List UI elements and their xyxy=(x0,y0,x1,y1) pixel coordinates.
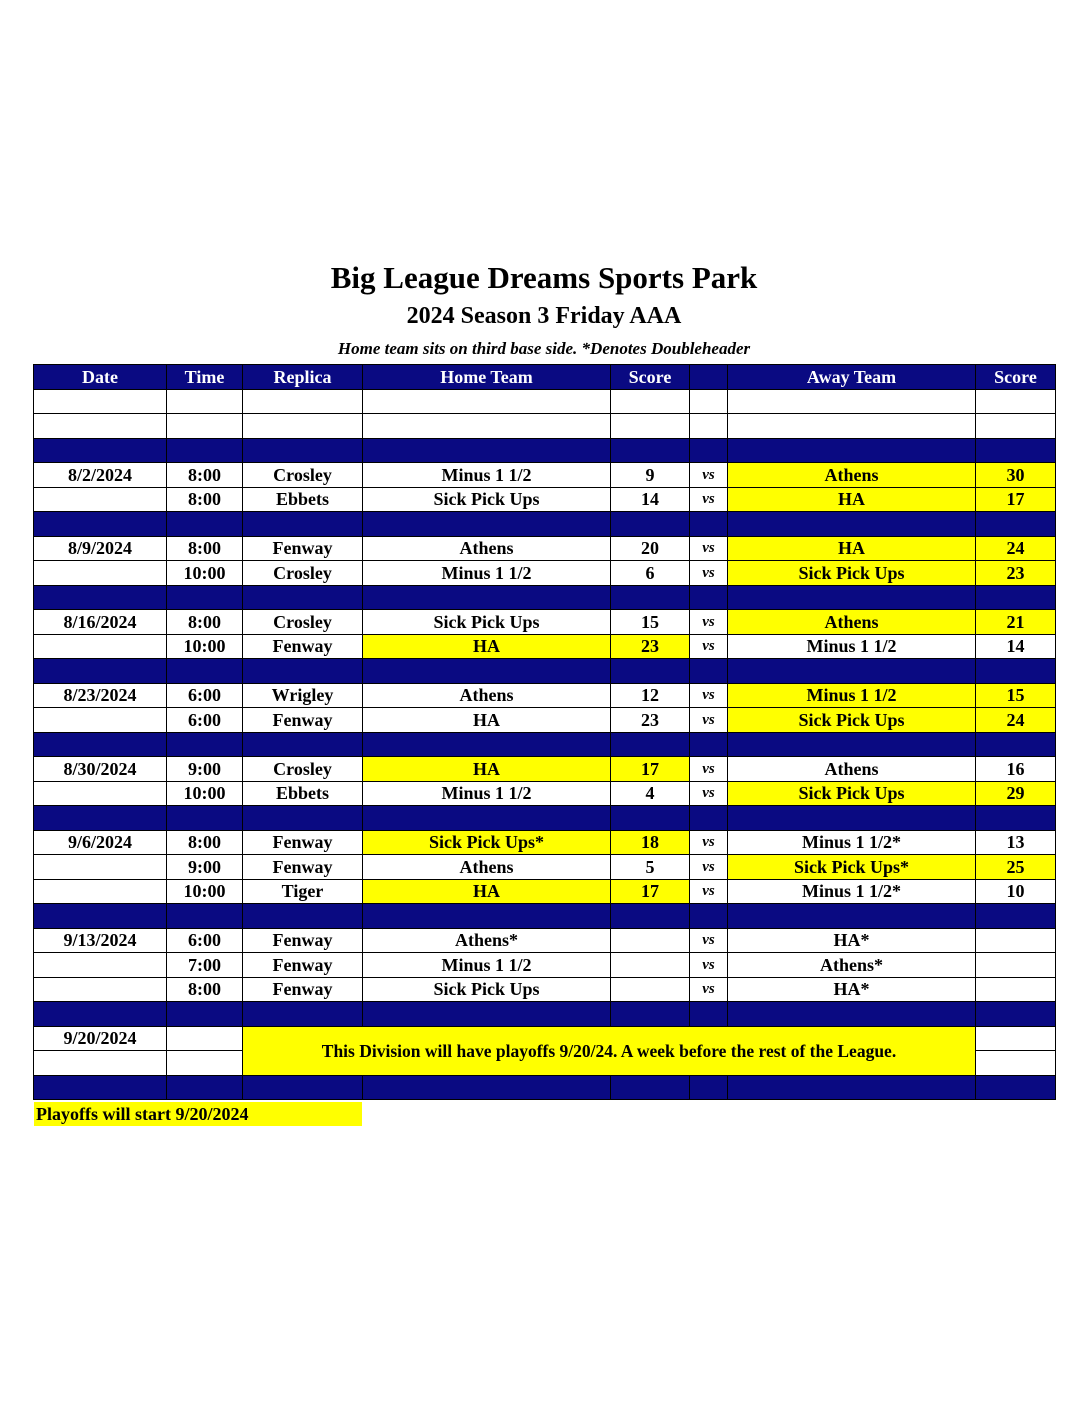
separator-cell xyxy=(728,732,976,757)
replica-cell: Crosley xyxy=(243,561,363,586)
away-team-cell: HA* xyxy=(728,977,976,1002)
separator-cell xyxy=(34,438,167,463)
away-team-cell: HA* xyxy=(728,928,976,953)
game-row xyxy=(34,855,1056,880)
away-score-cell: 10 xyxy=(976,879,1056,904)
separator-cell xyxy=(611,659,690,684)
date-cell: 9/13/2024 xyxy=(34,928,167,953)
vs-cell: vs xyxy=(690,830,728,855)
vs-cell: vs xyxy=(690,879,728,904)
away-score-cell: 24 xyxy=(976,708,1056,733)
time-cell: 6:00 xyxy=(167,683,243,708)
separator-cell xyxy=(243,732,363,757)
time-cell: 6:00 xyxy=(167,708,243,733)
time-cell: 10:00 xyxy=(167,879,243,904)
date-cell: 8/23/2024 xyxy=(34,683,167,708)
replica-cell: Fenway xyxy=(243,830,363,855)
away-team-cell: Sick Pick Ups* xyxy=(728,855,976,880)
separator-cell xyxy=(611,512,690,537)
separator-cell xyxy=(611,438,690,463)
separator-cell xyxy=(976,732,1056,757)
header-row xyxy=(34,365,1056,390)
separator-cell xyxy=(690,732,728,757)
game-row xyxy=(34,487,1056,512)
separator-cell xyxy=(34,732,167,757)
vs-cell: vs xyxy=(690,634,728,659)
date-cell xyxy=(34,977,167,1002)
separator-cell xyxy=(167,585,243,610)
blank-row xyxy=(34,389,1056,414)
date-cell: 8/9/2024 xyxy=(34,536,167,561)
separator-row xyxy=(34,1075,1056,1100)
away-score-cell xyxy=(976,1051,1056,1076)
blank-cell xyxy=(363,389,611,414)
vs-cell: vs xyxy=(690,683,728,708)
separator-cell xyxy=(167,512,243,537)
game-row xyxy=(34,928,1056,953)
col-header-home-team: Home Team xyxy=(363,365,611,390)
separator-cell xyxy=(243,438,363,463)
separator-cell xyxy=(690,806,728,831)
replica-cell: Fenway xyxy=(243,536,363,561)
replica-cell: Fenway xyxy=(243,953,363,978)
separator-cell xyxy=(728,1075,976,1100)
replica-cell: Fenway xyxy=(243,928,363,953)
separator-cell xyxy=(167,806,243,831)
home-team-cell: Sick Pick Ups xyxy=(363,977,611,1002)
time-cell: 8:00 xyxy=(167,536,243,561)
separator-cell xyxy=(690,585,728,610)
replica-cell: Wrigley xyxy=(243,683,363,708)
date-cell: 9/6/2024 xyxy=(34,830,167,855)
home-score-cell: 18 xyxy=(611,830,690,855)
separator-cell xyxy=(363,585,611,610)
separator-cell xyxy=(611,585,690,610)
separator-cell xyxy=(976,1002,1056,1027)
separator-cell xyxy=(976,512,1056,537)
separator-cell xyxy=(363,512,611,537)
replica-cell: Tiger xyxy=(243,879,363,904)
blank-row xyxy=(34,414,1056,439)
separator-cell xyxy=(243,1002,363,1027)
date-cell xyxy=(34,953,167,978)
away-score-cell xyxy=(976,1026,1056,1051)
separator-row xyxy=(34,904,1056,929)
home-team-cell: Sick Pick Ups xyxy=(363,610,611,635)
separator-cell xyxy=(728,806,976,831)
home-team-cell: Athens xyxy=(363,855,611,880)
home-team-cell: HA xyxy=(363,879,611,904)
away-team-cell: Minus 1 1/2* xyxy=(728,830,976,855)
playoff-notice: This Division will have playoffs 9/20/24. A week before the rest of the League. xyxy=(243,1026,976,1075)
vs-cell: vs xyxy=(690,928,728,953)
away-score-cell: 29 xyxy=(976,781,1056,806)
vs-cell: vs xyxy=(690,855,728,880)
date-cell xyxy=(34,1051,167,1076)
separator-row xyxy=(34,1002,1056,1027)
playoffs-banner: Playoffs will start 9/20/2024 xyxy=(34,1102,362,1126)
away-score-cell: 13 xyxy=(976,830,1056,855)
away-score-cell: 21 xyxy=(976,610,1056,635)
replica-cell: Ebbets xyxy=(243,487,363,512)
schedule-body xyxy=(34,389,1056,1100)
separator-cell xyxy=(363,438,611,463)
game-row xyxy=(34,683,1056,708)
separator-row xyxy=(34,585,1056,610)
away-team-cell: Minus 1 1/2* xyxy=(728,879,976,904)
separator-cell xyxy=(976,438,1056,463)
time-cell: 8:00 xyxy=(167,487,243,512)
vs-cell: vs xyxy=(690,487,728,512)
separator-cell xyxy=(728,1002,976,1027)
away-score-cell: 23 xyxy=(976,561,1056,586)
date-cell xyxy=(34,781,167,806)
home-team-cell: HA xyxy=(363,634,611,659)
game-row xyxy=(34,879,1056,904)
separator-cell xyxy=(34,806,167,831)
home-score-cell: 20 xyxy=(611,536,690,561)
schedule-note: Home team sits on third base side. *Denotes Doubleheader xyxy=(337,339,751,358)
separator-cell xyxy=(976,1075,1056,1100)
separator-cell xyxy=(363,806,611,831)
home-score-cell: 17 xyxy=(611,757,690,782)
date-cell: 8/16/2024 xyxy=(34,610,167,635)
home-score-cell: 6 xyxy=(611,561,690,586)
time-cell: 10:00 xyxy=(167,781,243,806)
date-cell: 8/30/2024 xyxy=(34,757,167,782)
blank-cell xyxy=(728,389,976,414)
separator-cell xyxy=(728,512,976,537)
away-team-cell: Athens* xyxy=(728,953,976,978)
schedule-table xyxy=(33,364,1056,1100)
home-score-cell: 17 xyxy=(611,879,690,904)
blank-cell xyxy=(690,389,728,414)
separator-cell xyxy=(976,904,1056,929)
blank-cell xyxy=(167,389,243,414)
home-score-cell: 23 xyxy=(611,634,690,659)
separator-row xyxy=(34,659,1056,684)
separator-cell xyxy=(34,904,167,929)
blank-cell xyxy=(728,414,976,439)
time-cell: 9:00 xyxy=(167,855,243,880)
vs-cell: vs xyxy=(690,536,728,561)
away-score-cell: 30 xyxy=(976,463,1056,488)
separator-cell xyxy=(690,438,728,463)
vs-cell: vs xyxy=(690,561,728,586)
blank-cell xyxy=(690,414,728,439)
away-team-cell: Sick Pick Ups xyxy=(728,781,976,806)
separator-cell xyxy=(728,659,976,684)
home-team-cell: Sick Pick Ups xyxy=(363,487,611,512)
away-score-cell: 25 xyxy=(976,855,1056,880)
separator-cell xyxy=(690,904,728,929)
separator-cell xyxy=(363,904,611,929)
col-header-home-score: Score xyxy=(611,365,690,390)
replica-cell: Fenway xyxy=(243,708,363,733)
home-team-cell: Athens xyxy=(363,536,611,561)
separator-cell xyxy=(690,512,728,537)
home-score-cell xyxy=(611,977,690,1002)
game-row xyxy=(34,708,1056,733)
home-score-cell: 14 xyxy=(611,487,690,512)
away-team-cell: Sick Pick Ups xyxy=(728,708,976,733)
away-score-cell xyxy=(976,928,1056,953)
home-score-cell: 4 xyxy=(611,781,690,806)
date-cell: 8/2/2024 xyxy=(34,463,167,488)
time-cell: 8:00 xyxy=(167,830,243,855)
away-score-cell: 16 xyxy=(976,757,1056,782)
separator-cell xyxy=(34,659,167,684)
col-header-time: Time xyxy=(167,365,243,390)
time-cell xyxy=(167,1051,243,1076)
separator-cell xyxy=(167,904,243,929)
home-team-cell: Minus 1 1/2 xyxy=(363,463,611,488)
replica-cell: Fenway xyxy=(243,855,363,880)
home-team-cell: Minus 1 1/2 xyxy=(363,781,611,806)
away-team-cell: Sick Pick Ups xyxy=(728,561,976,586)
separator-cell xyxy=(976,806,1056,831)
away-team-cell: Athens xyxy=(728,463,976,488)
replica-cell: Crosley xyxy=(243,463,363,488)
separator-cell xyxy=(728,904,976,929)
separator-row xyxy=(34,806,1056,831)
separator-cell xyxy=(976,659,1056,684)
separator-cell xyxy=(363,1075,611,1100)
separator-cell xyxy=(690,1075,728,1100)
blank-cell xyxy=(611,414,690,439)
page-title: Big League Dreams Sports Park xyxy=(330,260,758,295)
col-header-away-team: Away Team xyxy=(728,365,976,390)
away-team-cell: Athens xyxy=(728,757,976,782)
separator-cell xyxy=(728,438,976,463)
separator-cell xyxy=(611,1075,690,1100)
col-header-away-score: Score xyxy=(976,365,1056,390)
date-cell: 9/20/2024 xyxy=(34,1026,167,1051)
game-row xyxy=(34,830,1056,855)
replica-cell: Crosley xyxy=(243,757,363,782)
separator-cell xyxy=(363,1002,611,1027)
date-cell xyxy=(34,487,167,512)
time-cell: 7:00 xyxy=(167,953,243,978)
separator-row xyxy=(34,732,1056,757)
page-subtitle: 2024 Season 3 Friday AAA xyxy=(406,303,682,329)
home-team-cell: HA xyxy=(363,708,611,733)
vs-cell: vs xyxy=(690,977,728,1002)
separator-cell xyxy=(243,904,363,929)
separator-cell xyxy=(34,1075,167,1100)
home-score-cell: 23 xyxy=(611,708,690,733)
time-cell: 6:00 xyxy=(167,928,243,953)
vs-cell: vs xyxy=(690,953,728,978)
home-score-cell: 5 xyxy=(611,855,690,880)
separator-cell xyxy=(611,904,690,929)
separator-cell xyxy=(363,732,611,757)
time-cell: 8:00 xyxy=(167,977,243,1002)
separator-row xyxy=(34,512,1056,537)
home-team-cell: HA xyxy=(363,757,611,782)
blank-cell xyxy=(167,414,243,439)
home-team-cell: Minus 1 1/2 xyxy=(363,561,611,586)
away-team-cell: HA xyxy=(728,487,976,512)
time-cell: 8:00 xyxy=(167,610,243,635)
blank-cell xyxy=(243,389,363,414)
game-row xyxy=(34,953,1056,978)
home-team-cell: Athens* xyxy=(363,928,611,953)
game-row xyxy=(34,757,1056,782)
date-cell xyxy=(34,708,167,733)
separator-cell xyxy=(728,585,976,610)
blank-cell xyxy=(34,389,167,414)
game-row xyxy=(34,977,1056,1002)
replica-cell: Fenway xyxy=(243,634,363,659)
replica-cell: Crosley xyxy=(243,610,363,635)
replica-cell: Ebbets xyxy=(243,781,363,806)
away-team-cell: Minus 1 1/2 xyxy=(728,634,976,659)
separator-cell xyxy=(611,1002,690,1027)
blank-cell xyxy=(976,414,1056,439)
away-score-cell: 24 xyxy=(976,536,1056,561)
home-score-cell: 9 xyxy=(611,463,690,488)
home-score-cell xyxy=(611,953,690,978)
separator-cell xyxy=(167,1075,243,1100)
time-cell: 9:00 xyxy=(167,757,243,782)
game-row xyxy=(34,634,1056,659)
separator-cell xyxy=(611,732,690,757)
away-score-cell: 14 xyxy=(976,634,1056,659)
separator-cell xyxy=(243,1075,363,1100)
separator-cell xyxy=(34,512,167,537)
playoff-notice-row xyxy=(34,1026,1056,1051)
blank-cell xyxy=(34,414,167,439)
separator-cell xyxy=(167,732,243,757)
away-team-cell: Athens xyxy=(728,610,976,635)
date-cell xyxy=(34,855,167,880)
date-cell xyxy=(34,634,167,659)
separator-cell xyxy=(976,585,1056,610)
separator-cell xyxy=(243,512,363,537)
blank-cell xyxy=(976,389,1056,414)
separator-cell xyxy=(34,1002,167,1027)
time-cell xyxy=(167,1026,243,1051)
vs-cell: vs xyxy=(690,708,728,733)
separator-cell xyxy=(243,806,363,831)
date-cell xyxy=(34,561,167,586)
time-cell: 10:00 xyxy=(167,561,243,586)
replica-cell: Fenway xyxy=(243,977,363,1002)
away-score-cell xyxy=(976,977,1056,1002)
date-cell xyxy=(34,879,167,904)
game-row xyxy=(34,781,1056,806)
home-team-cell: Sick Pick Ups* xyxy=(363,830,611,855)
game-row xyxy=(34,463,1056,488)
home-score-cell: 15 xyxy=(611,610,690,635)
time-cell: 10:00 xyxy=(167,634,243,659)
blank-cell xyxy=(363,414,611,439)
game-row xyxy=(34,536,1056,561)
separator-cell xyxy=(690,659,728,684)
col-header-date: Date xyxy=(34,365,167,390)
col-header-vs xyxy=(690,365,728,390)
game-row xyxy=(34,561,1056,586)
separator-cell xyxy=(34,585,167,610)
away-team-cell: Minus 1 1/2 xyxy=(728,683,976,708)
separator-row xyxy=(34,438,1056,463)
separator-cell xyxy=(690,1002,728,1027)
blank-cell xyxy=(611,389,690,414)
away-score-cell: 17 xyxy=(976,487,1056,512)
separator-cell xyxy=(167,1002,243,1027)
home-team-cell: Minus 1 1/2 xyxy=(363,953,611,978)
separator-cell xyxy=(611,806,690,831)
vs-cell: vs xyxy=(690,463,728,488)
away-score-cell xyxy=(976,953,1056,978)
time-cell: 8:00 xyxy=(167,463,243,488)
separator-cell xyxy=(167,438,243,463)
home-team-cell: Athens xyxy=(363,683,611,708)
away-score-cell: 15 xyxy=(976,683,1056,708)
game-row xyxy=(34,610,1056,635)
vs-cell: vs xyxy=(690,757,728,782)
home-score-cell: 12 xyxy=(611,683,690,708)
separator-cell xyxy=(363,659,611,684)
col-header-replica: Replica xyxy=(243,365,363,390)
home-score-cell xyxy=(611,928,690,953)
vs-cell: vs xyxy=(690,781,728,806)
separator-cell xyxy=(167,659,243,684)
away-team-cell: HA xyxy=(728,536,976,561)
blank-cell xyxy=(243,414,363,439)
separator-cell xyxy=(243,659,363,684)
separator-cell xyxy=(243,585,363,610)
vs-cell: vs xyxy=(690,610,728,635)
